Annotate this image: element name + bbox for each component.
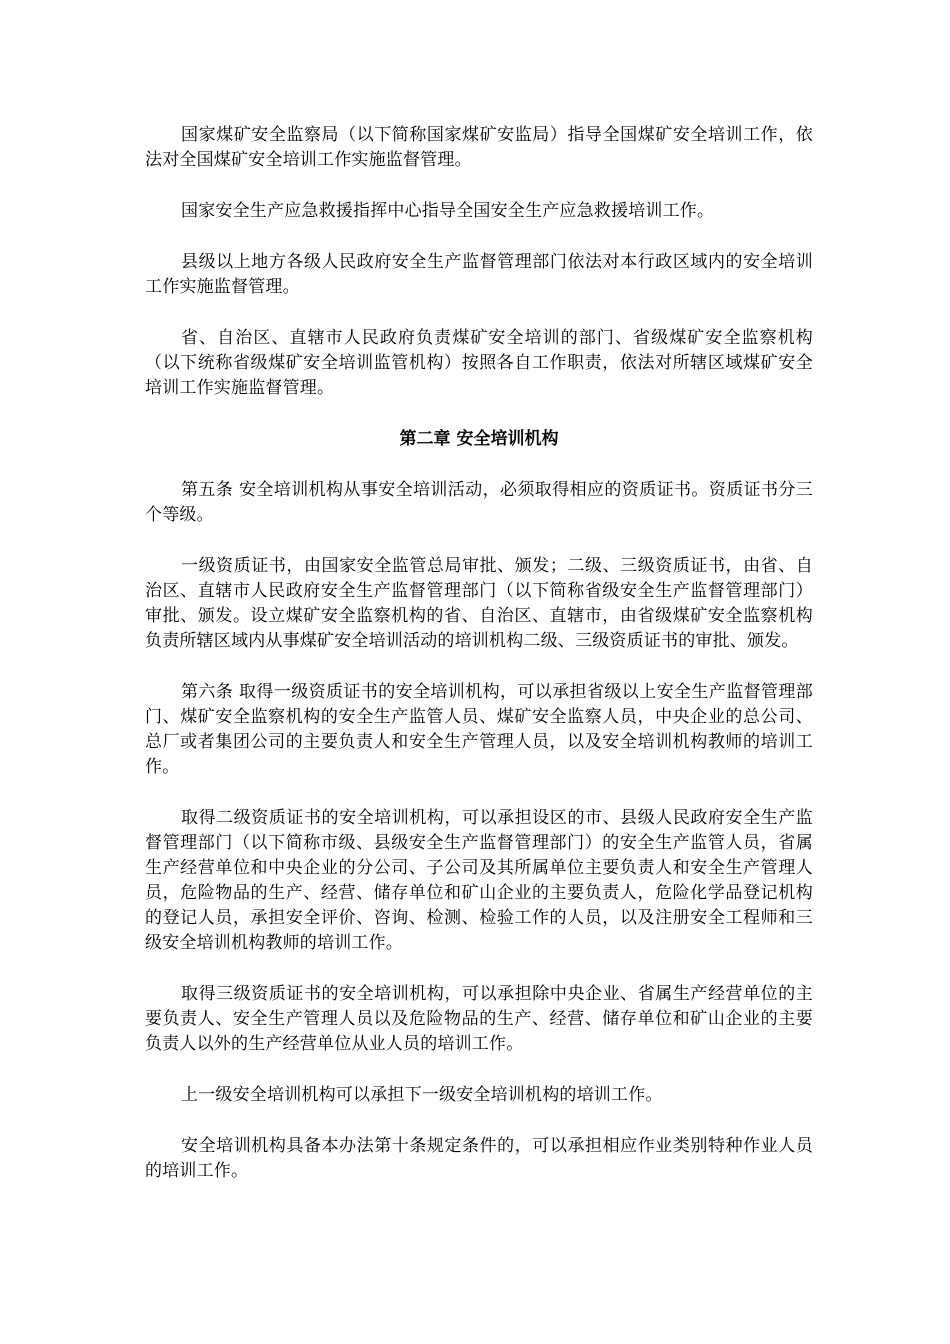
paragraph: 取得二级资质证书的安全培训机构，可以承担设区的市、县级人民政府安全生产监督管理部门（以下简称市级、县级安全生产监督管理部门）的安全生产监管人员，省属生产经营单位和中央企业的分公司、子公司及其所属单位主要负责人和安全生产管理人员，危险物品的生产、经营、储存单位和矿山企业的主要负责人，危险化学品登记机构的登记人员，承担安全评价、咨询、检测、检验工作的人员，以及注册安全工程师和三级安全培训机构教师的培训工作。 (145, 808, 813, 953)
paragraph: 省、自治区、直辖市人民政府负责煤矿安全培训的部门、省级煤矿安全监察机构（以下统称省级煤矿安全培训监管机构）按照各自工作职责，依法对所辖区域煤矿安全培训工作实施监督管理。 (145, 328, 813, 398)
document-page (145, 123, 813, 1210)
paragraph: 国家煤矿安全监察局（以下简称国家煤矿安监局）指导全国煤矿安全培训工作，依法对全国煤矿安全培训工作实施监督管理。 (145, 125, 813, 170)
paragraph: 取得三级资质证书的安全培训机构，可以承担除中央企业、省属生产经营单位的主要负责人、安全生产管理人员以及危险物品的生产、经营、储存单位和矿山企业的主要负责人以外的生产经营单位从业人员的培训工作。 (145, 984, 813, 1054)
paragraph: 第六条 取得一级资质证书的安全培训机构，可以承担省级以上安全生产监督管理部门、煤矿安全监察机构的安全生产监管人员、煤矿安全监察人员，中央企业的总公司、总厂或者集团公司的主要负责人和安全生产管理人员，以及安全培训机构教师的培训工作。 (145, 682, 813, 777)
paragraph: 第五条 安全培训机构从事安全培训活动，必须取得相应的资质证书。资质证书分三个等级。 (145, 480, 813, 525)
paragraph: 安全培训机构具备本办法第十条规定条件的，可以承担相应作业类别特种作业人员的培训工作。 (145, 1136, 813, 1181)
paragraph: 上一级安全培训机构可以承担下一级安全培训机构的培训工作。 (181, 1085, 663, 1105)
chapter-heading: 第二章 安全培训机构 (399, 429, 559, 449)
paragraph: 县级以上地方各级人民政府安全生产监督管理部门依法对本行政区域内的安全培训工作实施监督管理。 (145, 252, 813, 297)
paragraph: 一级资质证书，由国家安全监管总局审批、颁发；二级、三级资质证书，由省、自治区、直辖市人民政府安全生产监督管理部门（以下简称省级安全生产监督管理部门）审批、颁发。设立煤矿安全监察机构的省、自治区、直辖市，由省级煤矿安全监察机构负责所辖区域内从事煤矿安全培训活动的培训机构二级、三级资质证书的审批、颁发。 (145, 556, 813, 651)
paragraph: 国家安全生产应急救援指挥中心指导全国安全生产应急救援培训工作。 (181, 201, 715, 221)
